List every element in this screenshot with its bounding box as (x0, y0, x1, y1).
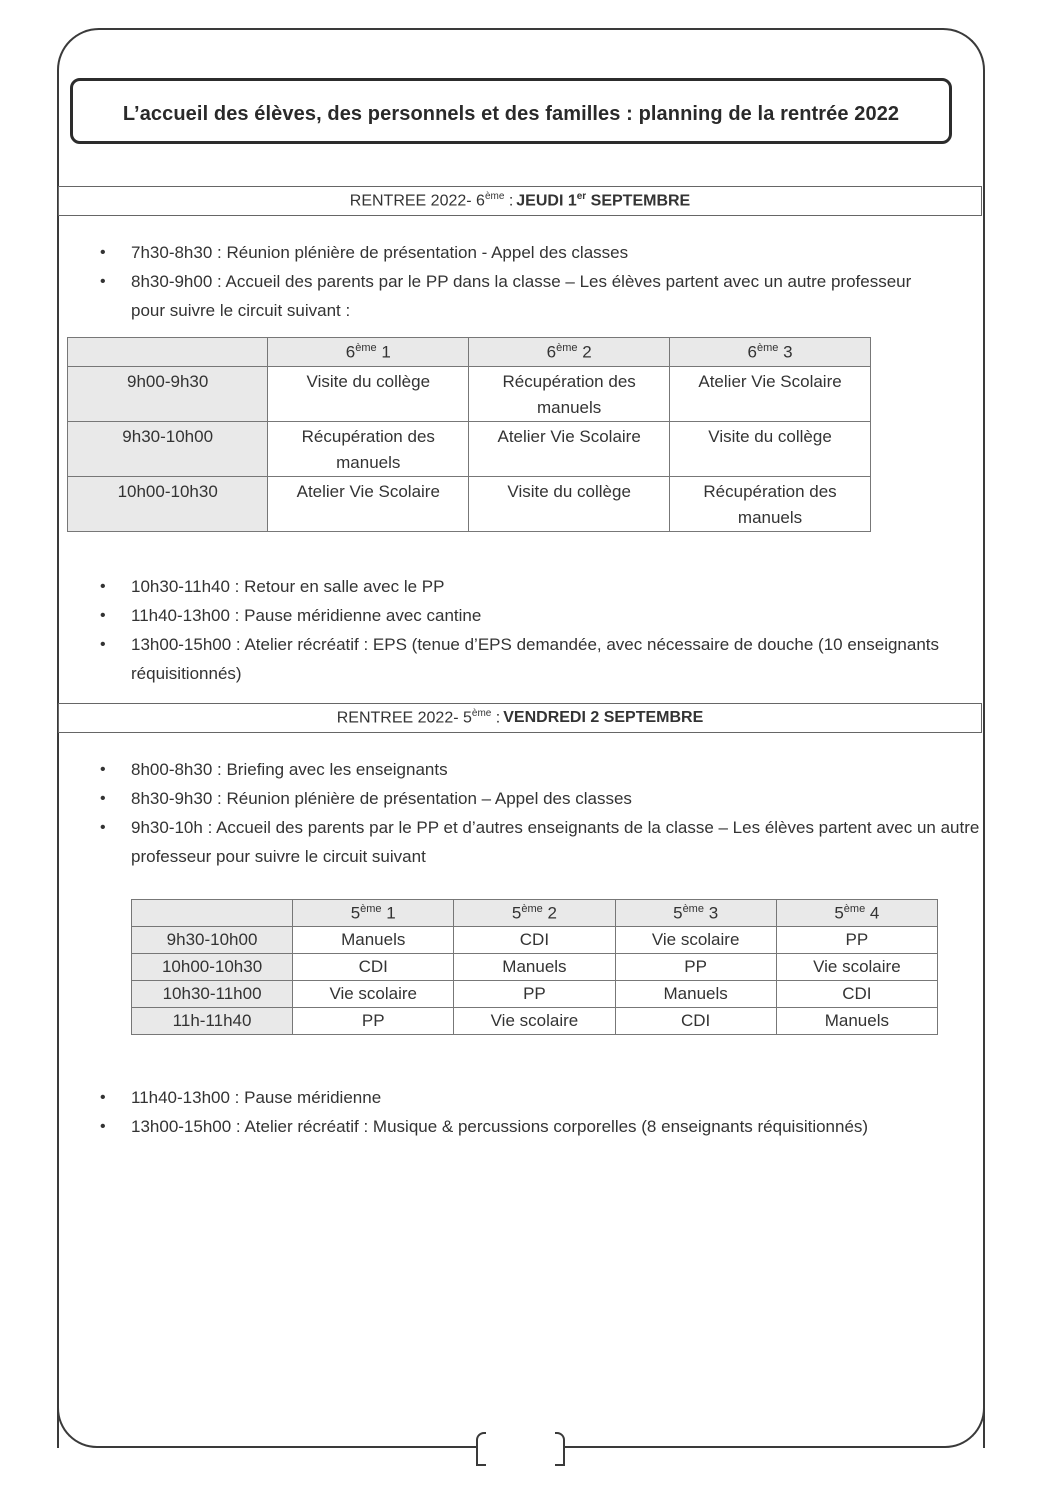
table-cell: PP (776, 927, 937, 954)
table-row (132, 1008, 938, 1035)
table-cell: Atelier Vie Scolaire (469, 422, 670, 477)
table-cell: Atelier Vie Scolaire (670, 367, 871, 422)
table-row (68, 367, 871, 422)
schedule-table-6eme (67, 337, 871, 532)
column-header: 6ème 2 (469, 338, 670, 367)
table-cell: Récupération des manuels (670, 477, 871, 532)
table-cell: Manuels (293, 927, 454, 954)
section-header-prefix: RENTREE 2022- 5ème : (336, 708, 501, 727)
section-header-date: JEUDI 1er SEPTEMBRE (516, 191, 691, 210)
list-item: • 11h40-13h00 : Pause méridienne avec cantine (96, 601, 956, 630)
column-header: 6ème 1 (268, 338, 469, 367)
list-item: • 8h30-9h30 : Réunion plénière de présentation – Appel des classes (96, 784, 981, 813)
list-item: • 7h30-8h30 : Réunion plénière de présentation - Appel des classes (96, 238, 926, 267)
schedule-table-5eme (131, 899, 938, 1035)
table-header-row (68, 338, 871, 367)
row-time: 11h-11h40 (132, 1008, 293, 1035)
column-header: 6ème 3 (670, 338, 871, 367)
table-corner-cell (132, 900, 293, 927)
page-bracket-right (555, 1432, 565, 1466)
table-row (132, 981, 938, 1008)
table-cell: CDI (776, 981, 937, 1008)
row-time: 9h00-9h30 (68, 367, 268, 422)
section-header-date: VENDREDI 2 SEPTEMBRE (503, 709, 704, 726)
table-row (68, 422, 871, 477)
table-cell: Manuels (454, 954, 615, 981)
list-item: • 9h30-10h : Accueil des parents par le PP et d’autres enseignants de la classe – Les élèves partent avec un autre professeur pour suivre le circuit suivant (96, 813, 981, 871)
column-header: 5ème 1 (293, 900, 454, 927)
table-cell: Vie scolaire (454, 1008, 615, 1035)
table-row (132, 927, 938, 954)
column-header: 5ème 2 (454, 900, 615, 927)
page-frame-bottom-right (565, 1400, 985, 1448)
list-item: • 8h30-9h00 : Accueil des parents par le PP dans la classe – Les élèves partent avec un autre professeur pour suivre le circuit suivant : (96, 267, 926, 325)
bullet-list-5eme-after (96, 1083, 896, 1141)
page-frame-bottom-left (57, 1400, 477, 1448)
row-time: 10h00-10h30 (132, 954, 293, 981)
list-item: • 11h40-13h00 : Pause méridienne (96, 1083, 896, 1112)
row-time: 10h30-11h00 (132, 981, 293, 1008)
list-item: • 8h00-8h30 : Briefing avec les enseignants (96, 755, 981, 784)
table-corner-cell (68, 338, 268, 367)
table-cell: Récupération des manuels (268, 422, 469, 477)
table-cell: Récupération des manuels (469, 367, 670, 422)
table-cell: PP (293, 1008, 454, 1035)
table-cell: CDI (454, 927, 615, 954)
column-header: 5ème 4 (776, 900, 937, 927)
table-cell: Manuels (615, 981, 776, 1008)
table-cell: Visite du collège (268, 367, 469, 422)
page-bracket-left (476, 1432, 486, 1466)
bullet-list-6eme-after (96, 572, 956, 688)
table-cell: Visite du collège (469, 477, 670, 532)
row-time: 10h00-10h30 (68, 477, 268, 532)
list-item: • 13h00-15h00 : Atelier récréatif : Musique & percussions corporelles (8 enseignants réquisitionnés) (96, 1112, 896, 1141)
section-header-5eme (58, 703, 982, 733)
table-cell: PP (454, 981, 615, 1008)
table-cell: Vie scolaire (293, 981, 454, 1008)
row-time: 9h30-10h00 (68, 422, 268, 477)
bullet-list-5eme-before (96, 755, 981, 871)
table-cell: PP (615, 954, 776, 981)
section-header-prefix: RENTREE 2022- 6ème : (349, 191, 514, 210)
table-cell: Manuels (776, 1008, 937, 1035)
column-header: 5ème 3 (615, 900, 776, 927)
table-cell: Vie scolaire (776, 954, 937, 981)
table-row (68, 477, 871, 532)
title-box (70, 78, 952, 144)
table-cell: CDI (293, 954, 454, 981)
table-cell: CDI (615, 1008, 776, 1035)
table-header-row (132, 900, 938, 927)
table-row (132, 954, 938, 981)
table-cell: Vie scolaire (615, 927, 776, 954)
list-item: • 10h30-11h40 : Retour en salle avec le PP (96, 572, 956, 601)
list-item: • 13h00-15h00 : Atelier récréatif : EPS (tenue d’EPS demandée, avec nécessaire de douche (10 enseignants réquisitionnés) (96, 630, 956, 688)
page-title: L’accueil des élèves, des personnels et des familles : planning de la rentrée 2022 (122, 102, 900, 125)
bullet-list-6eme-before (96, 238, 926, 325)
section-header-6eme (58, 186, 982, 216)
table-cell: Visite du collège (670, 422, 871, 477)
row-time: 9h30-10h00 (132, 927, 293, 954)
table-cell: Atelier Vie Scolaire (268, 477, 469, 532)
